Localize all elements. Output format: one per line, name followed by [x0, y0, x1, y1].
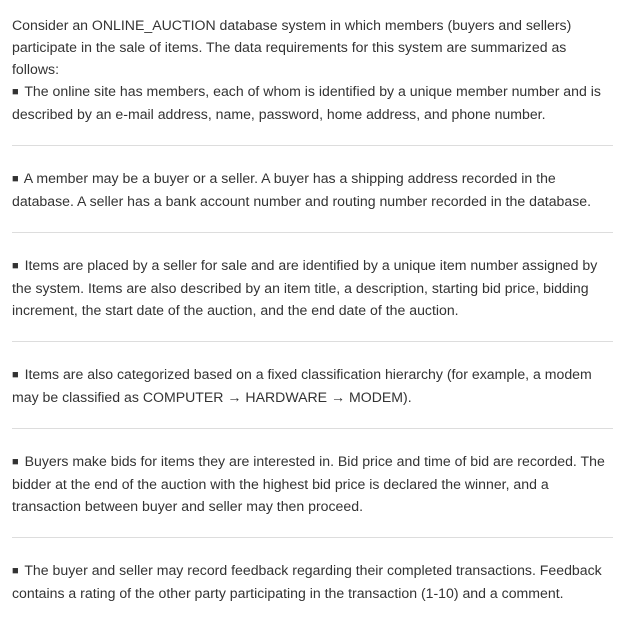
requirement-text: Items are placed by a seller for sale and are identified by a unique item number assigned by the system. Items are also described by an item title, a description, starting bid price, bidding increment, the start date of the auction, and the end date of the auction.	[12, 257, 598, 318]
requirement-categories	[12, 363, 613, 408]
requirement-text: Items are also categorized based on a fixed classification hierarchy (for example, a modem may be classified as COMPUTER → HARDWARE → MODEM).	[12, 366, 592, 405]
requirement-text: The buyer and seller may record feedback regarding their completed transactions. Feedback contains a rating of the other party participating in the transaction (1-10) and a comment.	[12, 562, 602, 601]
square-bullet-icon: ■	[12, 369, 19, 381]
divider	[12, 537, 613, 538]
requirement-bids	[12, 450, 613, 517]
square-bullet-icon: ■	[12, 565, 19, 577]
square-bullet-icon: ■	[12, 86, 19, 98]
requirement-text: A member may be a buyer or a seller. A buyer has a shipping address recorded in the database. A seller has a bank account number and routing number recorded in the database.	[12, 170, 592, 209]
requirement-members	[12, 80, 613, 125]
square-bullet-icon: ■	[12, 173, 19, 185]
intro-paragraph: Consider an ONLINE_AUCTION database system in which members (buyers and sellers) participate in the sale of items. The data requirements for this system are summarized as follows:	[12, 17, 572, 77]
divider	[12, 428, 613, 429]
divider	[12, 341, 613, 342]
divider	[12, 145, 613, 146]
square-bullet-icon: ■	[12, 260, 19, 272]
requirement-text: The online site has members, each of whom is identified by a unique member number and is described by an e-mail address, name, password, home address, and phone number.	[12, 83, 601, 122]
requirement-text: Buyers make bids for items they are interested in. Bid price and time of bid are recorded. The bidder at the end of the auction with the highest bid price is declared the winner, and a transaction between buyer and seller may then proceed.	[12, 453, 605, 514]
requirement-items	[12, 254, 613, 321]
divider	[12, 232, 613, 233]
requirement-feedback	[12, 559, 613, 604]
requirement-buyer-seller	[12, 167, 613, 212]
square-bullet-icon: ■	[12, 456, 19, 468]
